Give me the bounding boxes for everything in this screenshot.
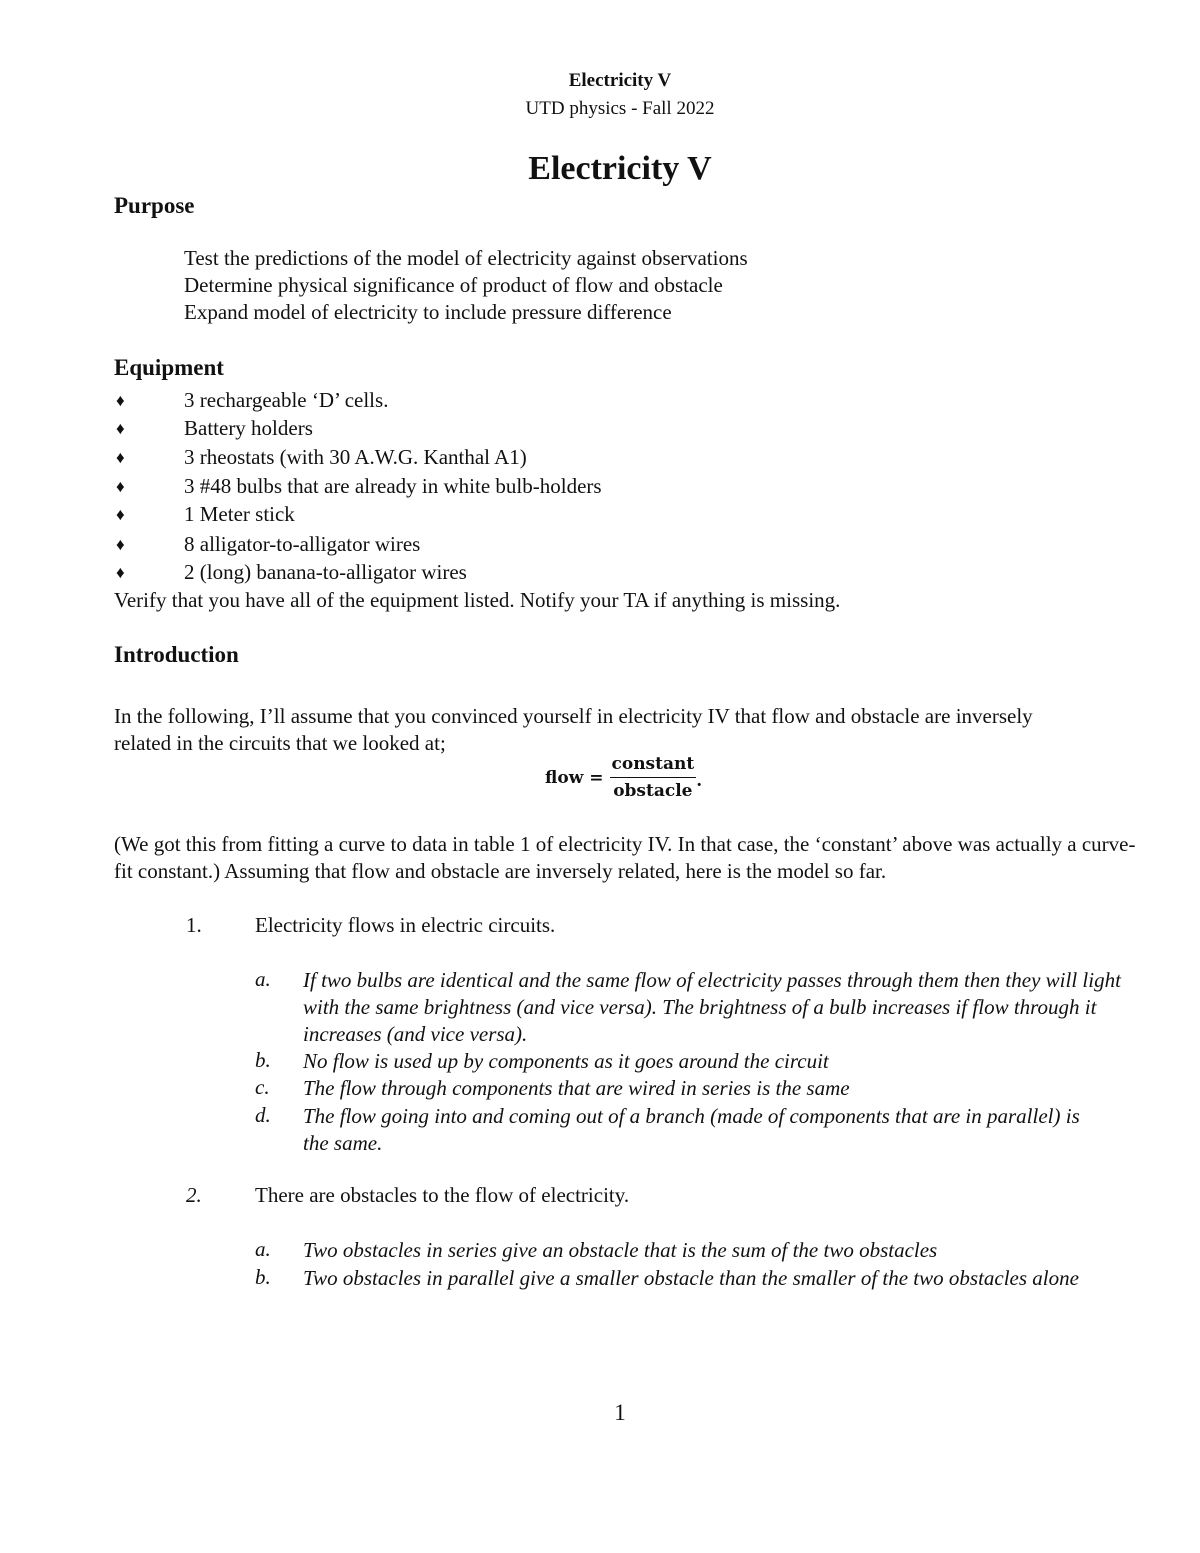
model-subitem-label: b. [255, 1048, 271, 1072]
equipment-note: Verify that you have all of the equipment listed. Notify your TA if anything is missing. [114, 588, 841, 612]
model-item-number: 1. [186, 913, 202, 937]
model-subitem-text: The flow going into and coming out of a branch (made of components that are in parallel) is the same. [303, 1104, 1080, 1155]
equipment-item: Battery holders [184, 416, 313, 440]
model-subitem-text: No flow is used up by components as it goes around the circuit [303, 1049, 829, 1073]
diamond-bullet-icon: ♦ [116, 419, 125, 438]
purpose-heading: Purpose [114, 193, 195, 218]
purpose-item: Determine physical significance of product of flow and obstacle [184, 273, 723, 297]
equation-numerator: constant [610, 754, 697, 778]
document-title: Electricity V [528, 150, 712, 187]
running-header-subtitle: UTD physics - Fall 2022 [525, 98, 715, 119]
diamond-bullet-icon: ♦ [116, 477, 125, 496]
diamond-bullet-icon: ♦ [116, 535, 125, 554]
model-subitem-text: The flow through components that are wired in series is the same [303, 1076, 850, 1100]
purpose-item: Test the predictions of the model of electricity against observations [184, 246, 748, 270]
equipment-item: 1 Meter stick [184, 502, 295, 526]
diamond-bullet-icon: ♦ [116, 448, 125, 467]
model-subitem-label: a. [255, 1237, 271, 1261]
model-subitem-label: c. [255, 1075, 270, 1099]
model-subitem-text: Two obstacles in series give an obstacle that is the sum of the two obstacles [303, 1238, 938, 1262]
equipment-item: 3 rheostats (with 30 A.W.G. Kanthal A1) [184, 445, 527, 469]
model-subitem-text: Two obstacles in parallel give a smaller obstacle than the smaller of the two obstacles alone [303, 1266, 1079, 1290]
diamond-bullet-icon: ♦ [116, 505, 125, 524]
equation-denominator: obstacle [613, 781, 693, 801]
model-subitem-text: If two bulbs are identical and the same flow of electricity passes through them then they will light with the same brightness (and vice versa). The brightness of a bulb increases if flow through it increases (and vice versa). [303, 968, 1121, 1046]
equipment-item: 8 alligator-to-alligator wires [184, 532, 421, 556]
model-subitem-label: a. [255, 967, 271, 991]
equipment-heading: Equipment [114, 355, 224, 380]
intro-paragraph: (We got this from fitting a curve to data in table 1 of electricity IV. In that case, the ‘constant’ above was actually a curve-fit constant.) Assuming that flow and obstacle are inversely related, here is the model so far. [114, 832, 1136, 883]
diamond-bullet-icon: ♦ [116, 563, 125, 582]
introduction-heading: Introduction [114, 642, 239, 667]
diamond-bullet-icon: ♦ [116, 391, 125, 410]
model-item-number: 2. [186, 1183, 202, 1207]
equation-lhs: flow = [545, 767, 604, 788]
equation-period: . [696, 771, 703, 791]
model-subitem-label: b. [255, 1265, 271, 1289]
page-number: 1 [614, 1400, 626, 1425]
equation-fraction [610, 754, 697, 801]
equipment-item: 3 rechargeable ‘D’ cells. [184, 388, 389, 412]
model-item-text: Electricity flows in electric circuits. [255, 913, 556, 937]
purpose-item: Expand model of electricity to include pressure difference [184, 300, 672, 324]
running-header-title: Electricity V [568, 70, 672, 91]
intro-paragraph: In the following, I’ll assume that you convinced yourself in electricity IV that flow and obstacle are inversely related in the circuits that we looked at; [114, 704, 1033, 755]
model-subitem-label: d. [255, 1103, 271, 1127]
equipment-item: 3 #48 bulbs that are already in white bulb-holders [184, 474, 602, 498]
flow-equation [545, 754, 702, 801]
model-item-text: There are obstacles to the flow of electricity. [255, 1183, 630, 1207]
equipment-item: 2 (long) banana-to-alligator wires [184, 560, 467, 584]
